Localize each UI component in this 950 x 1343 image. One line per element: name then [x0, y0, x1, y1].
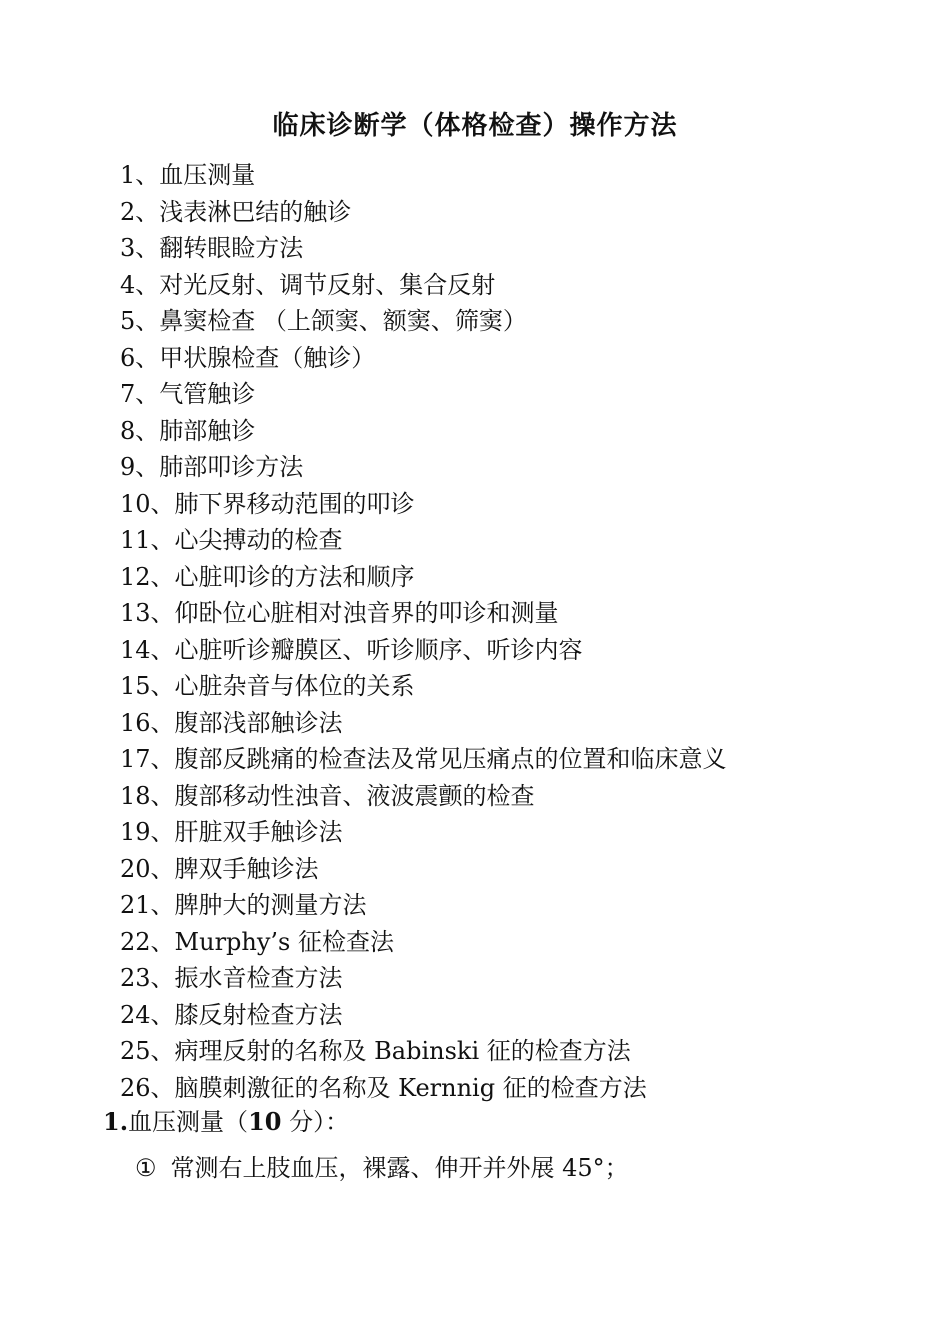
list-item: 23、振水音检查方法 — [120, 964, 343, 992]
list-item: 6、甲状腺检查（触诊） — [120, 343, 376, 372]
list-item: 11、心尖搏动的检查 — [120, 526, 343, 554]
list-item: 12、心脏叩诊的方法和顺序 — [120, 562, 415, 591]
list-item: 16、腹部浅部触诊法 — [120, 708, 343, 737]
section-heading — [103, 1104, 349, 1140]
list-item: 8、肺部触诊 — [120, 416, 256, 445]
list-item: 22、Murphy’s 征检查法 — [120, 927, 394, 956]
list-item: 10、肺下界移动范围的叩诊 — [120, 489, 415, 518]
list-item: 21、脾肿大的测量方法 — [120, 891, 367, 919]
list-item: 7、气管触诊 — [120, 380, 256, 408]
section-label-start: 血压测量（ — [128, 1108, 249, 1136]
list-item: 26、脑膜刺激征的名称及 Kernnig 征的检查方法 — [120, 1073, 647, 1102]
list-item: 20、脾双手触诊法 — [120, 854, 319, 883]
step-marker: ① — [135, 1154, 157, 1182]
step-text: 常测右上肢血压，裸露、伸开并外展 45°； — [170, 1154, 629, 1182]
list-item: 19、肝脏双手触诊法 — [120, 818, 343, 846]
list-item: 4、对光反射、调节反射、集合反射 — [120, 270, 496, 299]
section-label-end: 分）： — [281, 1108, 350, 1136]
section-number: 1. — [103, 1107, 129, 1136]
list-item: 18、腹部移动性浊音、液波震颤的检查 — [120, 781, 535, 810]
list-item: 3、翻转眼睑方法 — [120, 234, 304, 262]
list-item: 5、鼻窦检查 （上颌窦、额窦、筛窦） — [120, 307, 527, 335]
step-item — [135, 1150, 629, 1186]
list-item: 13、仰卧位心脏相对浊音界的叩诊和测量 — [120, 599, 559, 627]
list-item: 9、肺部叩诊方法 — [120, 453, 304, 481]
list-item: 14、心脏听诊瓣膜区、听诊顺序、听诊内容 — [120, 635, 583, 664]
list-item: 1、血压测量 — [120, 161, 256, 189]
list-item: 2、浅表淋巴结的触诊 — [120, 197, 352, 226]
topic-list — [120, 157, 727, 1106]
page-title: 临床诊断学（体格检查）操作方法 — [272, 111, 678, 141]
list-item: 25、病理反射的名称及 Babinski 征的检查方法 — [120, 1037, 631, 1065]
section-points: 10 — [248, 1107, 282, 1136]
list-item: 17、腹部反跳痛的检查法及常见压痛点的位置和临床意义 — [120, 745, 727, 773]
list-item: 24、膝反射检查方法 — [120, 1000, 343, 1029]
list-item: 15、心脏杂音与体位的关系 — [120, 672, 415, 700]
